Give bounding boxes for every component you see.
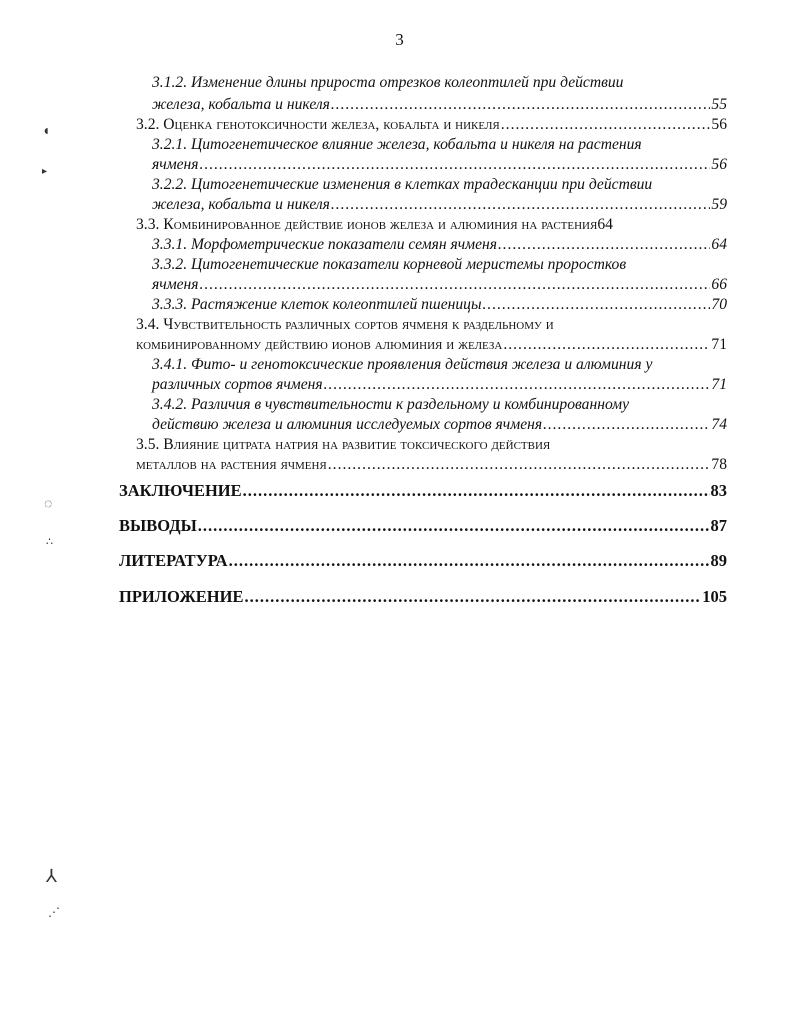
scan-artifact-mark: ◌	[44, 497, 53, 512]
toc-entry: ячменя ..... 56	[152, 155, 727, 175]
toc-entry: ячменя ..... 66	[152, 275, 727, 295]
toc-page: 71	[711, 336, 727, 353]
toc-line: 3.2.1. Цитогенетическое влияние железа, кобальта и никеля на растения	[152, 136, 642, 153]
toc-page: 83	[710, 481, 727, 500]
toc-page: 87	[710, 516, 727, 535]
toc-entry: 3.2. Оценка генотоксичности железа, кобальта и никеля ..... 56	[136, 115, 727, 135]
toc-line: 3.4.1. Фито- и генотоксические проявления действия железа и алюминия у	[152, 356, 653, 373]
toc-entry: ЗАКЛЮЧЕНИЕ ..... 83	[119, 481, 727, 501]
toc-entry: ЛИТЕРАТУРА ..... 89	[119, 551, 727, 571]
toc-entry: 3.3.1. Морфометрические показатели семян ячменя ..... 64	[152, 235, 727, 255]
toc-entry: железа, кобальта и никеля ..... 55	[152, 95, 727, 115]
scan-artifact-mark: ∴	[46, 536, 53, 548]
toc-page: 78	[711, 456, 727, 473]
toc-line: 3.5. Влияние цитрата натрия на развитие токсического действия	[136, 436, 551, 453]
toc-page: 71	[711, 376, 727, 393]
toc-page: 59	[711, 196, 727, 213]
toc-entry: комбинированному действию ионов алюминия и железа ..... 71	[136, 335, 727, 355]
toc-page: 105	[702, 587, 727, 606]
toc-page: 56	[711, 156, 727, 173]
toc-page: 64	[711, 236, 727, 253]
toc-page: 70	[711, 296, 727, 313]
toc-line: 3.4.2. Различия в чувствительности к раздельному и комбинированному	[152, 396, 630, 413]
toc-page: 66	[711, 276, 727, 293]
scan-artifact-mark: ▸	[42, 166, 48, 177]
page-number: 3	[395, 30, 404, 49]
toc-line: 3.4. Чувствительность различных сортов ячменя к раздельному и	[136, 316, 554, 333]
toc-page: 74	[711, 416, 727, 433]
scan-artifact-mark: ◖	[42, 124, 51, 139]
toc-page: 55	[711, 96, 727, 113]
toc-line: 3.2.2. Цитогенетические изменения в клетках традесканции при действии	[152, 176, 653, 193]
scan-artifact-mark: ⋰	[48, 905, 60, 919]
toc-entry: ВЫВОДЫ ..... 87	[119, 516, 727, 536]
toc-page: 89	[710, 551, 727, 570]
toc-entry: различных сортов ячменя ..... 71	[152, 375, 727, 395]
toc-page: 56	[711, 116, 727, 133]
toc-entry: железа, кобальта и никеля ..... 59	[152, 195, 727, 215]
toc-entry: металлов на растения ячменя ..... 78	[136, 455, 727, 475]
toc-entry: действию железа и алюминия исследуемых сортов ячменя ..... 74	[152, 415, 727, 435]
toc-entry: 3.3.3. Растяжение клеток колеоптилей пшеницы ..... 70	[152, 295, 727, 315]
toc-page: 64	[597, 216, 613, 233]
toc-line: 3.3.2. Цитогенетические показатели корневой меристемы проростков	[152, 256, 627, 273]
toc-entry: ПРИЛОЖЕНИЕ ..... 105	[119, 587, 727, 607]
toc-entry: 3.3. Комбинированное действие ионов железа и алюминия на растения 64	[136, 216, 613, 233]
scan-artifact-mark: ⅄	[46, 866, 57, 886]
toc-line: 3.1.2. Изменение длины прироста отрезков колеоптилей при действии	[152, 74, 624, 91]
